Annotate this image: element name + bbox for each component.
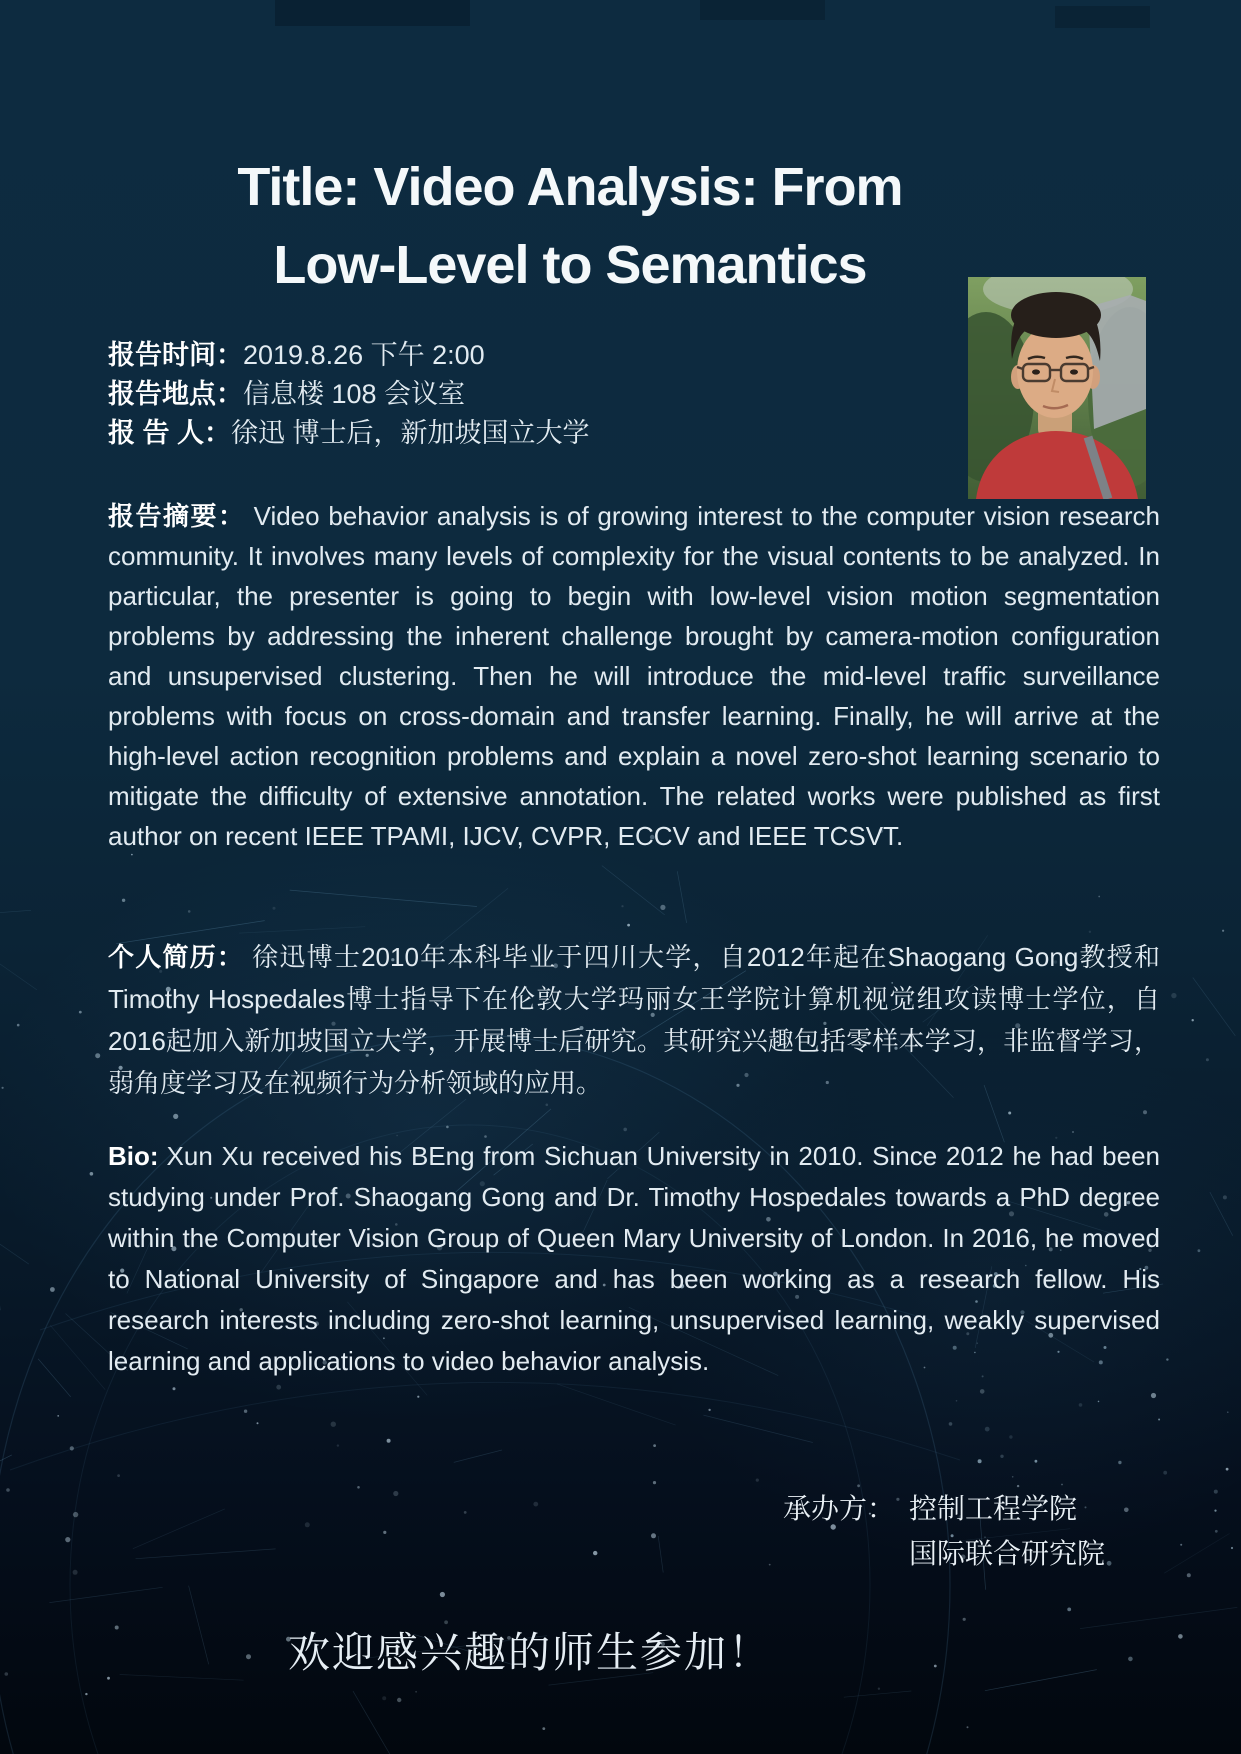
bio-cn-label: 个人简历：	[108, 942, 245, 972]
detail-row-location	[108, 375, 590, 414]
top-edge-shadows	[275, 0, 1150, 28]
abstract-text: Video behavior analysis is of growing interest to the computer vision research community. It involves many levels of complexity for the visual contents to be analyzed. In particular, the presenter is going to begin with low-level vision motion segmentation problems by addressing the inherent challenge brought by camera-motion configuration and unsupervised clustering. Then he will introduce the mid-level traffic surveillance problems with focus on cross-domain and transfer learning. Finally, he will arrive at the high-level action recognition problems and explain a novel zero-shot learning scenario to mitigate the difficulty of extensive annotation. The related works were published as first author on recent IEEE TPAMI, IJCV, CVPR, ECCV and IEEE TCSVT.	[108, 501, 1160, 851]
organizer-line-1: 控制工程学院	[909, 1493, 1078, 1524]
detail-label: 报告地点：	[108, 379, 243, 409]
title-line-1: Title: Video Analysis: From	[237, 157, 903, 217]
detail-value: 信息楼 108 会议室	[243, 379, 466, 409]
bio-en-label: Bio:	[108, 1141, 159, 1171]
detail-row-time	[108, 336, 590, 375]
organizer-block	[783, 1486, 1105, 1576]
detail-value: 2019.8.26 下午 2:00	[243, 340, 485, 370]
organizer-line-2: 国际联合研究院	[909, 1538, 1106, 1569]
talk-details	[108, 336, 590, 453]
detail-row-speaker	[108, 414, 590, 453]
portrait-illustration	[968, 277, 1146, 499]
abstract-paragraph	[108, 496, 1160, 856]
speaker-photo	[968, 277, 1146, 499]
footer-message: 欢迎感兴趣的师生参加！	[287, 1629, 772, 1676]
detail-label: 报 告 人：	[108, 418, 232, 448]
title-line-2: Low-Level to Semantics	[273, 235, 867, 295]
detail-label: 报告时间：	[108, 340, 243, 370]
organizer-spacer	[783, 1531, 895, 1576]
organizer-label: 承办方：	[783, 1493, 896, 1524]
abstract-label: 报告摘要：	[108, 501, 246, 531]
bio-cn-paragraph	[108, 936, 1160, 1104]
bio-en-paragraph	[108, 1136, 1160, 1382]
detail-value: 徐迅 博士后，新加坡国立大学	[231, 418, 590, 448]
bio-en-text: Xun Xu received his BEng from Sichuan University in 2010. Since 2012 he had been studying under Prof. Shaogang Gong and Dr. Timothy Hospedales towards a PhD degree within the Computer Vision Group of Queen Mary University of London. In 2016, he moved to National University of Singapore and has been working as a research fellow. His research interests including zero-shot learning, unsupervised learning, weakly supervised learning and applications to video behavior analysis.	[108, 1141, 1160, 1376]
bio-cn-text: 徐迅博士2010年本科毕业于四川大学，自2012年起在Shaogang Gong教授和Timothy Hospedales博士指导下在伦敦大学玛丽女王学院计算机视觉组攻读博士学位，自2016起加入新加坡国立大学，开展博士后研究。其研究兴趣包括零样本学习，非监督学习，弱角度学习及在视频行为分析领域的应用。	[108, 942, 1160, 1098]
